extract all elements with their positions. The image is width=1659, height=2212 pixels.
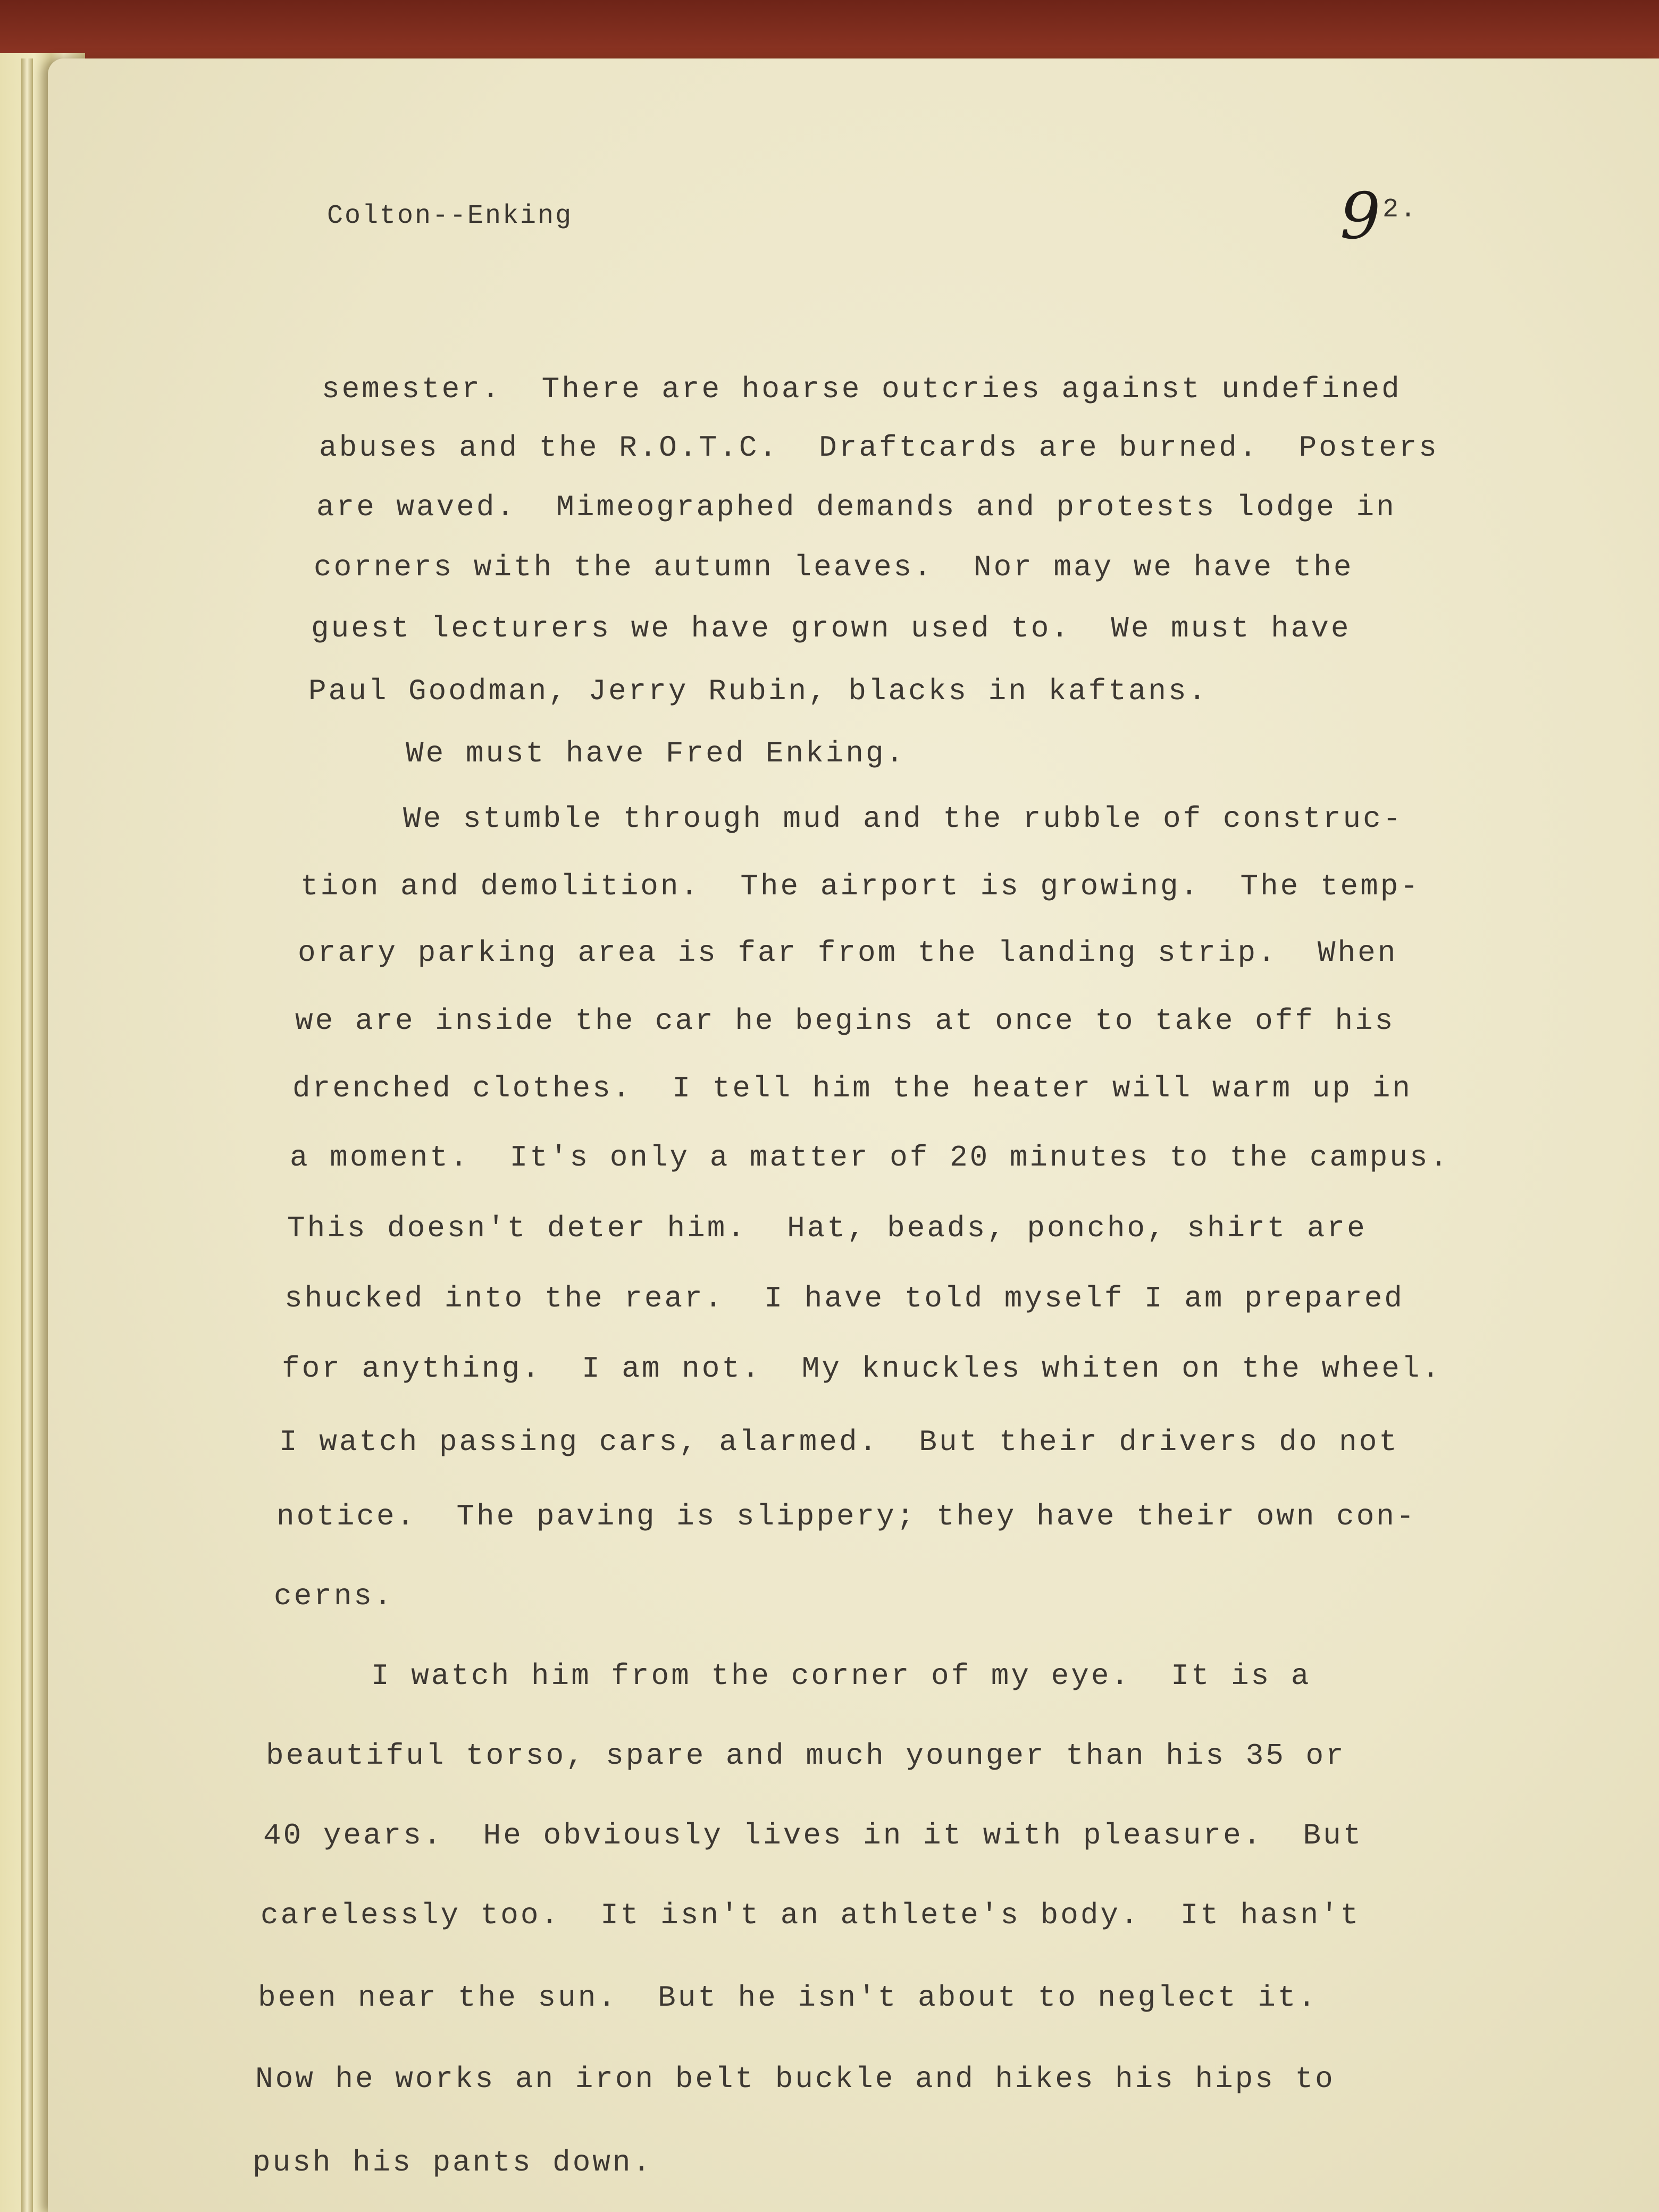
body-line: corners with the autumn leaves. Nor may we have the (314, 550, 1354, 584)
body-line: beautiful torso, spare and much younger than his 35 or (266, 1739, 1346, 1773)
body-line: tion and demolition. The airport is growing. The temp- (300, 869, 1420, 903)
running-head: Colton--Enking (327, 201, 573, 231)
typed-page-number: 2. (1382, 195, 1418, 225)
body-line: We stumble through mud and the rubble of construc- (303, 802, 1403, 836)
body-line: Now he works an iron belt buckle and hikes his hips to (255, 2062, 1335, 2096)
body-line: orary parking area is far from the landing strip. When (298, 936, 1398, 970)
body-line: we are inside the car he begins at once to take off his (295, 1004, 1395, 1038)
body-line: 40 years. He obviously lives in it with pleasure. But (263, 1819, 1363, 1853)
body-line: This doesn't deter him. Hat, beads, poncho, shirt are (287, 1211, 1367, 1245)
body-line: semester. There are hoarse outcries against undefined (322, 372, 1402, 406)
binder-page-edge (21, 58, 33, 2212)
body-line: Paul Goodman, Jerry Rubin, blacks in kaftans. (308, 674, 1209, 708)
typewritten-page (48, 58, 1659, 2212)
body-line: been near the sun. But he isn't about to neglect it. (258, 1981, 1318, 2015)
body-line: guest lecturers we have grown used to. We must have (311, 611, 1351, 646)
page-content (48, 58, 1659, 2212)
body-line: shucked into the rear. I have told myself I am prepared (284, 1281, 1404, 1316)
body-line: are waved. Mimeographed demands and protests lodge in (316, 490, 1396, 524)
body-line: for anything. I am not. My knuckles whiten on the wheel. (282, 1352, 1442, 1386)
body-line: a moment. It's only a matter of 20 minutes to the campus. (290, 1141, 1450, 1175)
handwritten-page-number: 9 (1340, 180, 1381, 254)
body-line: cerns. (274, 1579, 394, 1613)
body-line: push his pants down. (253, 2146, 653, 2180)
body-line: We must have Fred Enking. (306, 736, 906, 770)
body-line: carelessly too. It isn't an athlete's body. It hasn't (261, 1898, 1361, 1932)
body-line: drenched clothes. I tell him the heater will warm up in (292, 1071, 1412, 1105)
body-line: I watch him from the corner of my eye. It is a (271, 1659, 1311, 1693)
body-line: abuses and the R.O.T.C. Draftcards are burned. Posters (319, 431, 1439, 465)
body-line: notice. The paving is slippery; they have their own con- (276, 1499, 1417, 1534)
body-line: I watch passing cars, alarmed. But their drivers do not (279, 1425, 1399, 1459)
